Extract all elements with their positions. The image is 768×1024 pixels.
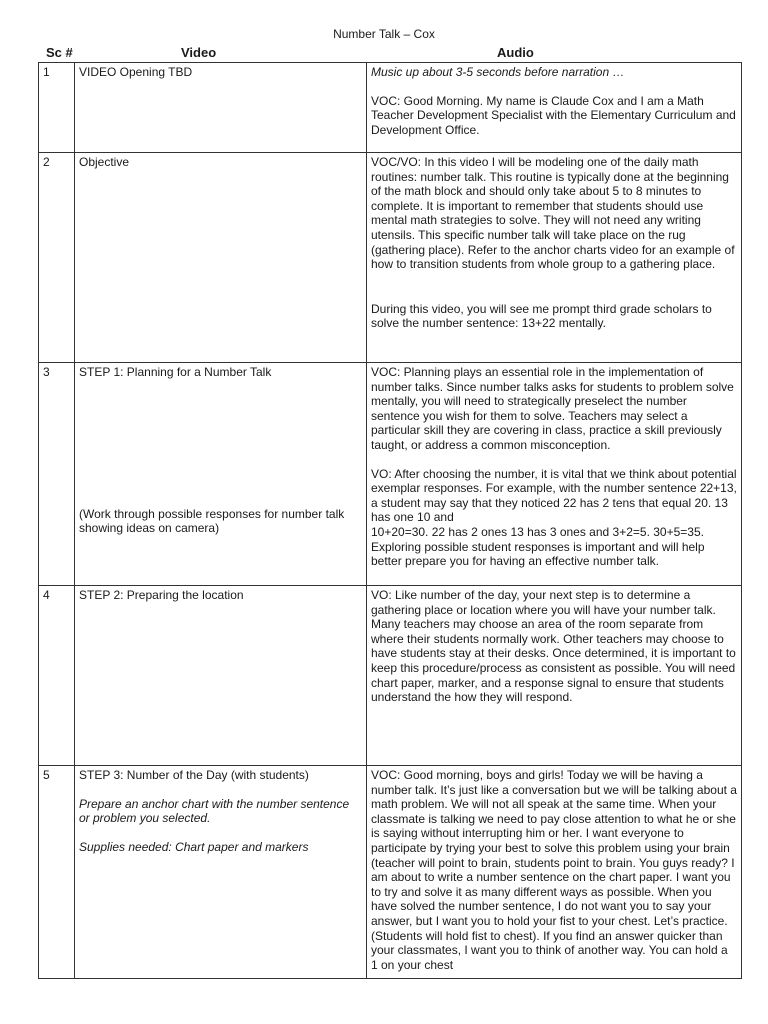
audio-text: VOC: Good morning, boys and girls! Today we will be having a number talk. It’s just like a conversation but we will be talking about a math problem. We will not all speak at the same time. When your classmate is talking we need to pay close attention to what he or she is saying without interrupting him or her. I want everyone to participate by trying your best to solve this problem using your brain (teacher will point to brain, students point to brain. You guys ready? I am about to write a number sentence on the chart paper. I want you to try and solve it as many different ways as possible. When you have solved the number sentence, I do not want you to say your answer, but I want you to hold your fist to your chest. Let’s practice. (Students will hold fist to chest). If you find an answer quicker than your classmates, I want you to think of another way. You can hold a 1 on your chest <box>371 768 737 972</box>
audio-cue: Music up about 3-5 seconds before narration … <box>371 65 625 79</box>
header-audio: Audio <box>497 45 534 60</box>
table-row <box>39 766 742 979</box>
table-row <box>39 153 742 363</box>
scene-number: 3 <box>39 363 75 586</box>
video-text: (Work through possible responses for number talk showing ideas on camera) <box>79 506 345 536</box>
video-text: Prepare an anchor chart with the number sentence or problem you selected. <box>79 796 350 826</box>
header-scene-number: Sc # <box>46 45 73 60</box>
scene-number: 5 <box>39 766 75 979</box>
audio-text: VOC/VO: In this video I will be modeling one of the daily math routines: number talk. This routine is typically done at the beginning of the math block and should only take about 5 to 8 minutes to complete. It is important to remember that students should use mental math strategies to solve. They will not need any writing utensils. This specific number talk will take place on the rug (gathering place). Refer to the anchor charts video for an example of how to transition students from whole group to a gathering place. <box>371 155 735 272</box>
video-cell <box>75 363 367 586</box>
audio-cell <box>367 153 742 363</box>
video-text: Supplies needed: Chart paper and markers <box>79 839 309 854</box>
video-cell <box>75 586 367 766</box>
audio-text: During this video, you will see me prompt third grade scholars to solve the number sentence: 13+22 mentally. <box>371 301 712 331</box>
video-text: STEP 2: Preparing the location <box>79 588 244 602</box>
document-title: Number Talk – Cox <box>333 27 435 41</box>
audio-cell <box>367 63 742 153</box>
video-cell <box>75 766 367 979</box>
scene-number: 1 <box>39 63 75 153</box>
video-cell <box>75 153 367 363</box>
audio-text: VOC: Planning plays an essential role in the implementation of number talks. Since number talks asks for students to problem solve mentally, you will need to strategically preselect the number sentence you wish for them to solve. Teachers may select a particular skill they are covering in class, practice a skill previously taught, or address a common misconception. <box>371 365 734 452</box>
audio-text: 10+20=30. 22 has 2 ones 13 has 3 ones and 3+2=5. 30+5=35. Exploring possible student responses is important and will help better prepare you for having an effective number talk. <box>371 524 705 569</box>
video-cell <box>75 63 367 153</box>
table-row <box>39 63 742 153</box>
video-text: VIDEO Opening TBD <box>79 65 193 79</box>
scene-number: 2 <box>39 153 75 363</box>
video-text: Objective <box>79 155 130 169</box>
script-table <box>38 62 742 979</box>
table-row <box>39 363 742 586</box>
audio-text: VO: Like number of the day, your next step is to determine a gathering place or location where you will have your number talk. Many teachers may choose an area of the room separate from where their students normally work. Other teachers may choose to have students stay at their desks. Once determined, it is important to keep this procedure/process as consistent as possible. You will need chart paper, marker, and a response signal to ensure that students understand the how they will respond. <box>371 588 736 705</box>
scene-number: 4 <box>39 586 75 766</box>
audio-cell <box>367 363 742 586</box>
video-text: STEP 3: Number of the Day (with students) <box>79 768 309 782</box>
table-row <box>39 586 742 766</box>
audio-cell <box>367 766 742 979</box>
audio-cell <box>367 586 742 766</box>
audio-text: VOC: Good Morning. My name is Claude Cox and I am a Math Teacher Development Specialist with the Elementary Curriculum and Development Office. <box>371 93 736 137</box>
audio-text: VO: After choosing the number, it is vital that we think about potential exemplar responses. For example, with the number sentence 22+13, a student may say that they noticed 22 has 2 tens that equal 20. 13 has one 10 and <box>371 466 737 525</box>
header-video: Video <box>181 45 217 60</box>
video-text: STEP 1: Planning for a Number Talk <box>79 365 272 379</box>
